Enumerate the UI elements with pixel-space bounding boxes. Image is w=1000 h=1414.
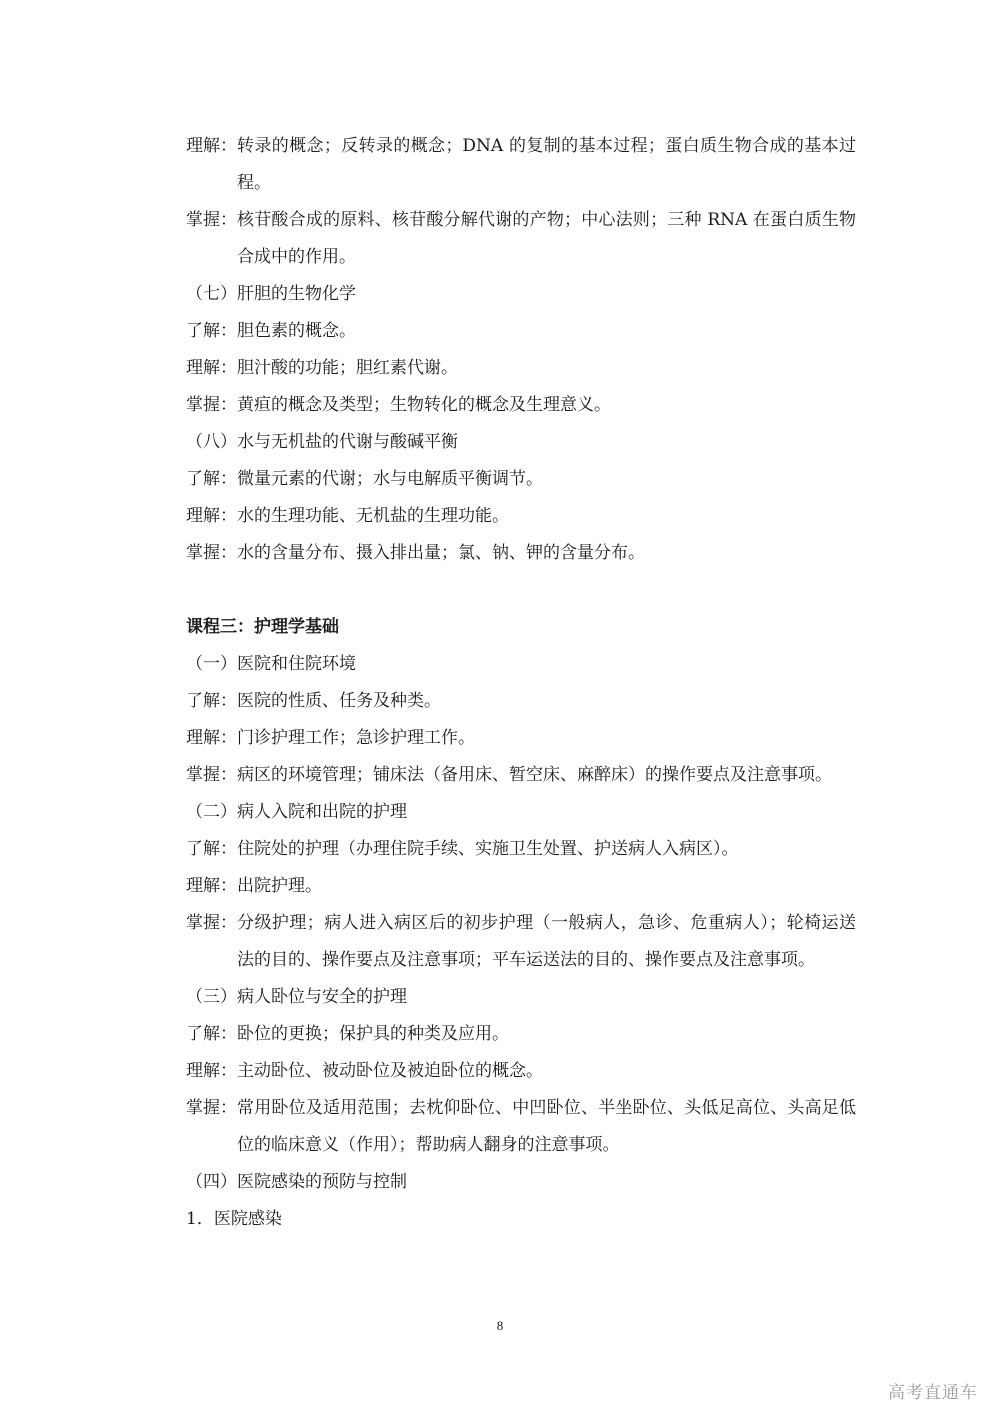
section-heading: （一）医院和住院环境 xyxy=(186,654,356,674)
item-label: 理解： xyxy=(186,1061,237,1081)
item-label: 掌握： xyxy=(186,765,237,785)
section-heading: （三）病人卧位与安全的护理 xyxy=(186,987,407,1007)
list-item xyxy=(186,461,856,498)
page-number: 8 xyxy=(496,1318,504,1333)
item-text: 医院的性质、任务及种类。 xyxy=(237,691,441,711)
item-label: 理解： xyxy=(186,136,237,156)
item-label: 掌握： xyxy=(186,913,237,933)
item-text: 出院护理。 xyxy=(237,876,322,896)
item-label: 了解： xyxy=(186,321,237,341)
item-label: 理解： xyxy=(186,876,237,896)
list-item xyxy=(186,350,856,387)
list-item xyxy=(186,1090,856,1164)
list-item xyxy=(186,535,856,572)
list-item xyxy=(186,498,856,535)
item-label: 理解： xyxy=(186,728,237,748)
item-text: 胆汁酸的功能；胆红素代谢。 xyxy=(237,358,458,378)
list-item xyxy=(186,128,856,202)
section-heading: （四）医院感染的预防与控制 xyxy=(186,1172,407,1192)
item-label: 了解： xyxy=(186,469,237,489)
item-text: 常用卧位及适用范围；去枕仰卧位、中凹卧位、半坐卧位、头低足高位、头高足低位的临床意义（作用）；帮助病人翻身的注意事项。 xyxy=(237,1098,856,1155)
item-text: 水的含量分布、摄入排出量；氯、钠、钾的含量分布。 xyxy=(237,543,645,563)
item-label: 掌握： xyxy=(186,543,237,563)
list-item xyxy=(186,1053,856,1090)
item-label: 了解： xyxy=(186,839,237,859)
section-heading: （二）病人入院和出院的护理 xyxy=(186,802,407,822)
section-heading: （七）肝胆的生物化学 xyxy=(186,284,356,304)
list-item xyxy=(186,905,856,979)
subsection-heading: 1．医院感染 xyxy=(186,1209,282,1229)
list-item xyxy=(186,202,856,276)
item-text: 病区的环境管理；铺床法（备用床、暂空床、麻醉床）的操作要点及注意事项。 xyxy=(237,765,832,785)
item-label: 了解： xyxy=(186,691,237,711)
section-heading: （八）水与无机盐的代谢与酸碱平衡 xyxy=(186,432,458,452)
course-title: 课程三：护理学基础 xyxy=(186,617,339,637)
item-text: 胆色素的概念。 xyxy=(237,321,356,341)
item-label: 掌握： xyxy=(186,210,237,230)
item-text: 转录的概念；反转录的概念；DNA 的复制的基本过程；蛋白质生物合成的基本过程。 xyxy=(237,136,856,193)
item-text: 卧位的更换；保护具的种类及应用。 xyxy=(237,1024,509,1044)
item-label: 掌握： xyxy=(186,1098,237,1118)
item-label: 了解： xyxy=(186,1024,237,1044)
list-item xyxy=(186,387,856,424)
item-label: 理解： xyxy=(186,358,237,378)
list-item xyxy=(186,313,856,350)
item-text: 分级护理；病人进入病区后的初步护理（一般病人，急诊、危重病人）；轮椅运送法的目的、操作要点及注意事项；平车运送法的目的、操作要点及注意事项。 xyxy=(237,913,856,970)
list-item xyxy=(186,720,856,757)
item-text: 核苷酸合成的原料、核苷酸分解代谢的产物；中心法则；三种 RNA 在蛋白质生物合成中的作用。 xyxy=(237,210,856,267)
item-text: 主动卧位、被动卧位及被迫卧位的概念。 xyxy=(237,1061,543,1081)
watermark: 高考直通车 xyxy=(888,1383,978,1403)
list-item xyxy=(186,757,856,794)
item-label: 掌握： xyxy=(186,395,237,415)
page-content xyxy=(186,128,856,1238)
list-item xyxy=(186,683,856,720)
list-item xyxy=(186,831,856,868)
list-item xyxy=(186,868,856,905)
item-label: 理解： xyxy=(186,506,237,526)
item-text: 住院处的护理（办理住院手续、实施卫生处置、护送病人入病区）。 xyxy=(237,839,739,859)
item-text: 微量元素的代谢；水与电解质平衡调节。 xyxy=(237,469,543,489)
item-text: 门诊护理工作；急诊护理工作。 xyxy=(237,728,475,748)
item-text: 水的生理功能、无机盐的生理功能。 xyxy=(237,506,509,526)
list-item xyxy=(186,1016,856,1053)
item-text: 黄疸的概念及类型；生物转化的概念及生理意义。 xyxy=(237,395,611,415)
